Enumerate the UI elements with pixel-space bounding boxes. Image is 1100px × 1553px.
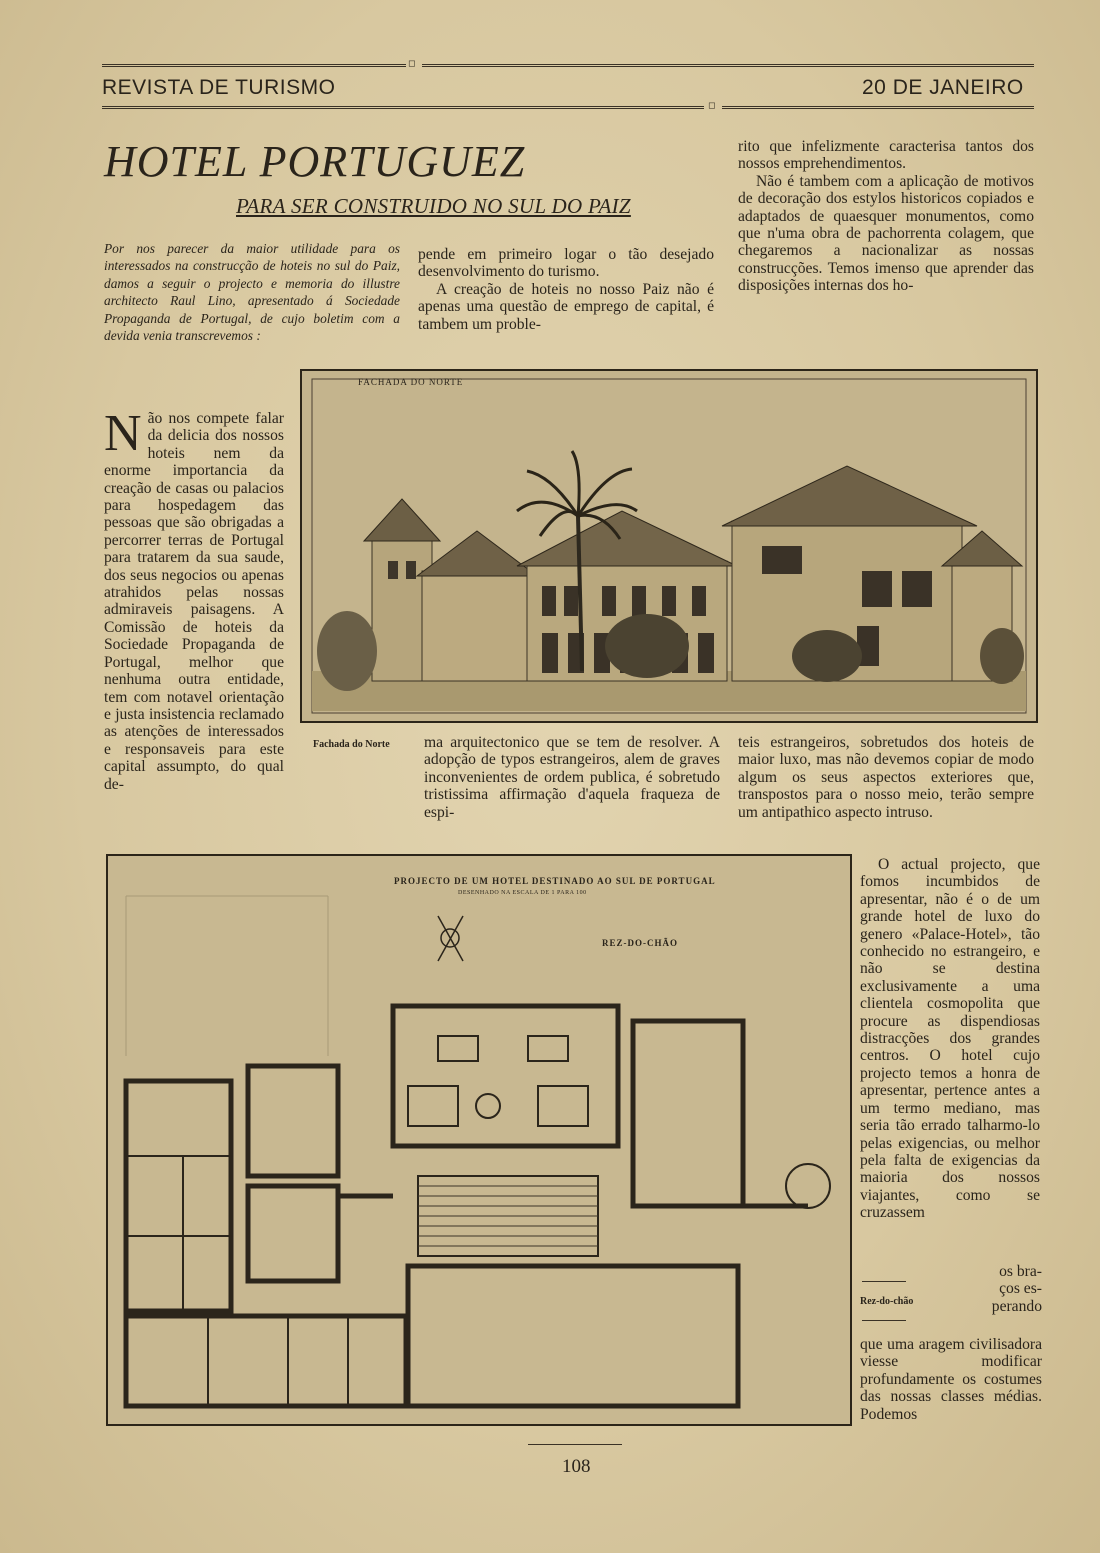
header-bottom-rule-right [722, 106, 1034, 109]
article-title: HOTEL PORTUGUEZ [104, 137, 526, 186]
plan-floor-label: REZ-DO-CHÃO [602, 938, 678, 948]
floor-plan-drawing [108, 856, 850, 1424]
header-ornament-top: ◻ [408, 58, 416, 68]
facade-drawing [302, 371, 1036, 721]
header-bottom-rule-left [102, 106, 704, 109]
header-top-rule-left [102, 64, 406, 67]
header-top-rule-right [422, 64, 1034, 67]
column-3-end: que uma aragem civilisadora viesse modificar profundamente os costumes das nossas classes médias. Podemos [860, 1336, 1042, 1423]
plan-title: PROJECTO DE UM HOTEL DESTINADO AO SUL DE PORTUGAL [394, 876, 716, 886]
plan-scale-note: DESENHADO NA ESCALA DE 1 PARA 100 [458, 890, 587, 896]
column-3-right [860, 856, 1040, 1222]
page-number: 108 [562, 1456, 591, 1477]
facade-caption: Fachada do Norte [313, 739, 390, 750]
column-2-para-1: pende em primeiro logar o tão desejado desenvolvimento do turismo. [418, 246, 714, 281]
footer-rule [528, 1444, 622, 1445]
column-3-para-1: rito que infelizmente caracterisa tantos dos nossos emprehendimentos. [738, 138, 1034, 173]
column-3-top [738, 138, 1034, 295]
column-2-bottom: ma arquitectonico que se tem de resolver. A adopção de typos estrangeiros, alem de graves inconvenientes de ordem publica, é sobretudo tristissima affirmação d'aquela fraqueza de espi- [424, 734, 720, 821]
drop-cap: N [104, 405, 142, 462]
issue-date: 20 DE JANEIRO [862, 76, 1024, 99]
magazine-name: REVISTA DE TURISMO [102, 76, 336, 99]
column-3-para-2: Não é tambem com a aplicação de motivos de decoração dos estylos historicos copiados e adaptados de quaesquer monumentos, como que n'uma obra de pachorrenta colagem, que chegaremos a nacionalizar as nossas construcções. Temos imenso que aprender das disposições internas dos ho- [738, 172, 1034, 295]
column-3-bottom: teis estrangeiros, sobretudos dos hoteis de maior luxo, mas não devemos copiar de modo algum os seus aspectos exteriores que, transpostos para o nosso meio, terão sempre um antipathico aspecto intruso. [738, 734, 1034, 821]
column-3-right-text: O actual projecto, que fomos incumbidos de apresentar, não é o de um grande hotel de luxo do genero «Palace-Hotel», tão conhecido no estrangeiro, e não se destina exclusivamente a uma clientela cosmopolita que procure as dispendiosas distracções dos grandes centros. O hotel cujo projecto temos a honra de apresentar, pertence antes a um termo mediano, mas seria tão errado talharmo-lo pelas exigencias, ou melhor pela falta de exigencias da maioria dos nossos viajantes, como se cruzassem [860, 856, 1040, 1222]
facade-inner-label: FACHADA DO NORTE [358, 377, 464, 387]
article-intro: Por nos parecer da maior utilidade para os interessados na construcção de hoteis no sul do Paiz, damos a seguir o projecto e memoria do illustre architecto Raul Lino, apresentado á Sociedade Propaganda de Portugal, de cujo boletim com a devida venia transcrevemos : [104, 241, 400, 344]
header-ornament-bottom: ◻ [708, 100, 716, 110]
article-subtitle: PARA SER CONSTRUIDO NO SUL DO PAIZ [236, 194, 631, 218]
column-2-top [418, 246, 714, 333]
wrap-line-2: ços es- [999, 1280, 1042, 1298]
facade-illustration [300, 369, 1038, 723]
wrap-line-1: os bra- [999, 1263, 1042, 1280]
plan-caption-rule-top [862, 1281, 906, 1282]
column-2-para-2: A creação de hoteis no nosso Paiz não é apenas uma questão de emprego de capital, é tambem um proble- [418, 280, 714, 333]
wrap-line-3: perando [991, 1297, 1042, 1315]
column-3-wrap [980, 1263, 1042, 1315]
plan-caption-rule-bottom [862, 1320, 906, 1321]
plan-caption: Rez-do-chão [860, 1296, 914, 1307]
column-1-text: ão nos compete falar da delicia dos nossos hoteis nem da enorme importancia da creação de casas ou palacios para hospedagem das pessoas que são obrigadas a percorrer terras de Portugal para tratarem da sua saude, dos seus negocios ou apenas atrahidos pelas nossas admiraveis paisagens. A Comissão de hoteis da Sociedade Propaganda de Portugal, melhor que nenhuma outra entidade, tem com notavel orientação e justa insistencia reclamado as atenções de interessados e responsaveis para este capital assumpto, do qual de- [104, 410, 284, 793]
column-1-body [104, 405, 284, 793]
floor-plan-illustration [106, 854, 852, 1426]
